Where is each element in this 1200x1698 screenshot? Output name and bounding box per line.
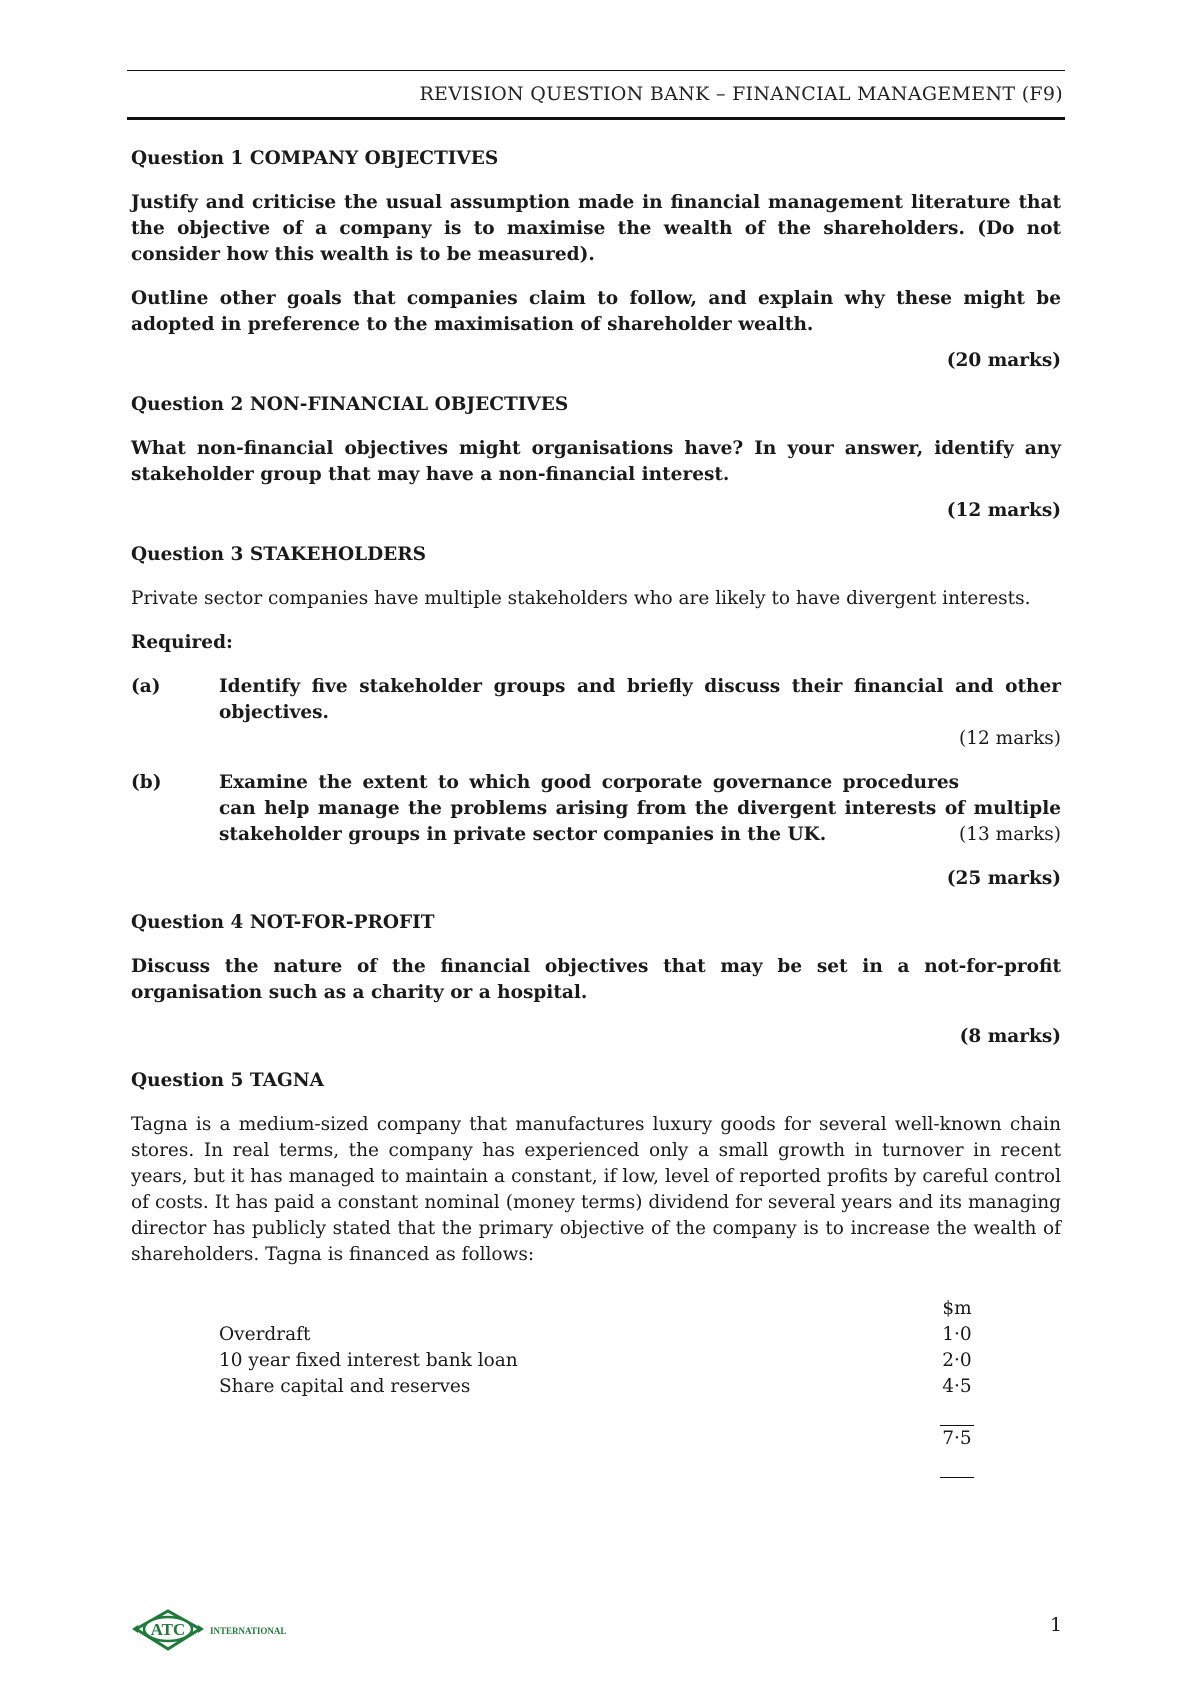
logo-subtext: INTERNATIONAL — [210, 1626, 287, 1636]
q3-part-b-label: (b) — [131, 772, 162, 793]
financing-label: Overdraft — [219, 1324, 311, 1345]
financing-value: 4·5 — [942, 1376, 972, 1397]
q3-part-b-text-wrap — [219, 770, 1061, 848]
q3-heading: Question 3 STAKEHOLDERS — [131, 544, 426, 565]
q1-heading: Question 1 COMPANY OBJECTIVES — [131, 148, 499, 169]
header-top-rule — [127, 70, 1065, 71]
total-bottom-rule — [940, 1477, 974, 1478]
q2-heading: Question 2 NON-FINANCIAL OBJECTIVES — [131, 394, 569, 415]
q3-part-a-text: Identify five stakeholder groups and briefly discuss their financial and other objectives. — [219, 676, 1061, 723]
q3-marks: (25 marks) — [946, 868, 1061, 889]
total-bottom-rule-row — [219, 1452, 987, 1478]
q1-paragraph-2: Outline other goals that companies claim to follow, and explain why these might be adopted in preference to the maximisation of shareholder wealth. — [131, 288, 1061, 335]
q4-marks: (8 marks) — [959, 1026, 1061, 1047]
table-row — [219, 1374, 987, 1400]
main-content — [131, 146, 1061, 1478]
q4-heading: Question 4 NOT-FOR-PROFIT — [131, 912, 435, 933]
financing-value: 1·0 — [942, 1324, 972, 1345]
atc-logo — [128, 1605, 298, 1655]
q3-intro: Private sector companies have multiple stakeholders who are likely to have divergent interests. — [131, 588, 1031, 609]
logo-text: ATC — [150, 1620, 186, 1639]
q4-paragraph-1: Discuss the nature of the financial objectives that may be set in a not-for-profit organisation such as a charity or a hospital. — [131, 956, 1061, 1003]
q3-part-b-text: Examine the extent to which good corporate governance procedures can help manage the problems arising from the divergent interests of multiple stakeholder groups in private sector companies in the UK. — [219, 772, 1061, 845]
q5-heading: Question 5 TAGNA — [131, 1070, 325, 1091]
financing-table — [219, 1296, 987, 1478]
q3-part-b — [131, 770, 1061, 848]
q3-part-a-label: (a) — [131, 676, 161, 697]
q3-part-a-marks: (12 marks) — [959, 728, 1061, 749]
financing-total: 7·5 — [942, 1428, 972, 1449]
q1-paragraph-1: Justify and criticise the usual assumption made in financial management literature that the objective of a company is to maximise the wealth of the shareholders. (Do not consider how this wealth is to be measured). — [131, 192, 1061, 265]
page-number: 1 — [1050, 1614, 1063, 1636]
header-title: REVISION QUESTION BANK – FINANCIAL MANAGEMENT (F9) — [419, 83, 1063, 105]
financing-unit: $m — [942, 1298, 972, 1319]
q2-paragraph-1: What non-financial objectives might organisations have? In your answer, identify any stakeholder group that may have a non-financial interest. — [131, 438, 1061, 485]
table-row — [219, 1348, 987, 1374]
q1-marks: (20 marks) — [946, 350, 1061, 371]
financing-label: Share capital and reserves — [219, 1376, 471, 1397]
financing-unit-row — [219, 1296, 987, 1322]
financing-label: 10 year fixed interest bank loan — [219, 1350, 518, 1371]
financing-value: 2·0 — [942, 1350, 972, 1371]
total-rule-row — [219, 1400, 987, 1426]
q3-part-a — [131, 674, 1061, 726]
q2-marks: (12 marks) — [946, 500, 1061, 521]
table-row — [219, 1322, 987, 1348]
q3-part-b-marks: (13 marks) — [959, 824, 1061, 845]
header-bottom-rule — [127, 117, 1065, 120]
q3-required: Required: — [131, 632, 233, 653]
total-row — [219, 1426, 987, 1452]
q5-paragraph-1: Tagna is a medium-sized company that manufactures luxury goods for several well-known chain stores. In real terms, the company has experienced only a small growth in turnover in recent years, but it has managed to maintain a constant, if low, level of reported profits by careful control of costs. It has paid a constant nominal (money terms) dividend for several years and its managing director has publicly stated that the primary objective of the company is to increase the wealth of shareholders. Tagna is financed as follows: — [131, 1114, 1061, 1265]
